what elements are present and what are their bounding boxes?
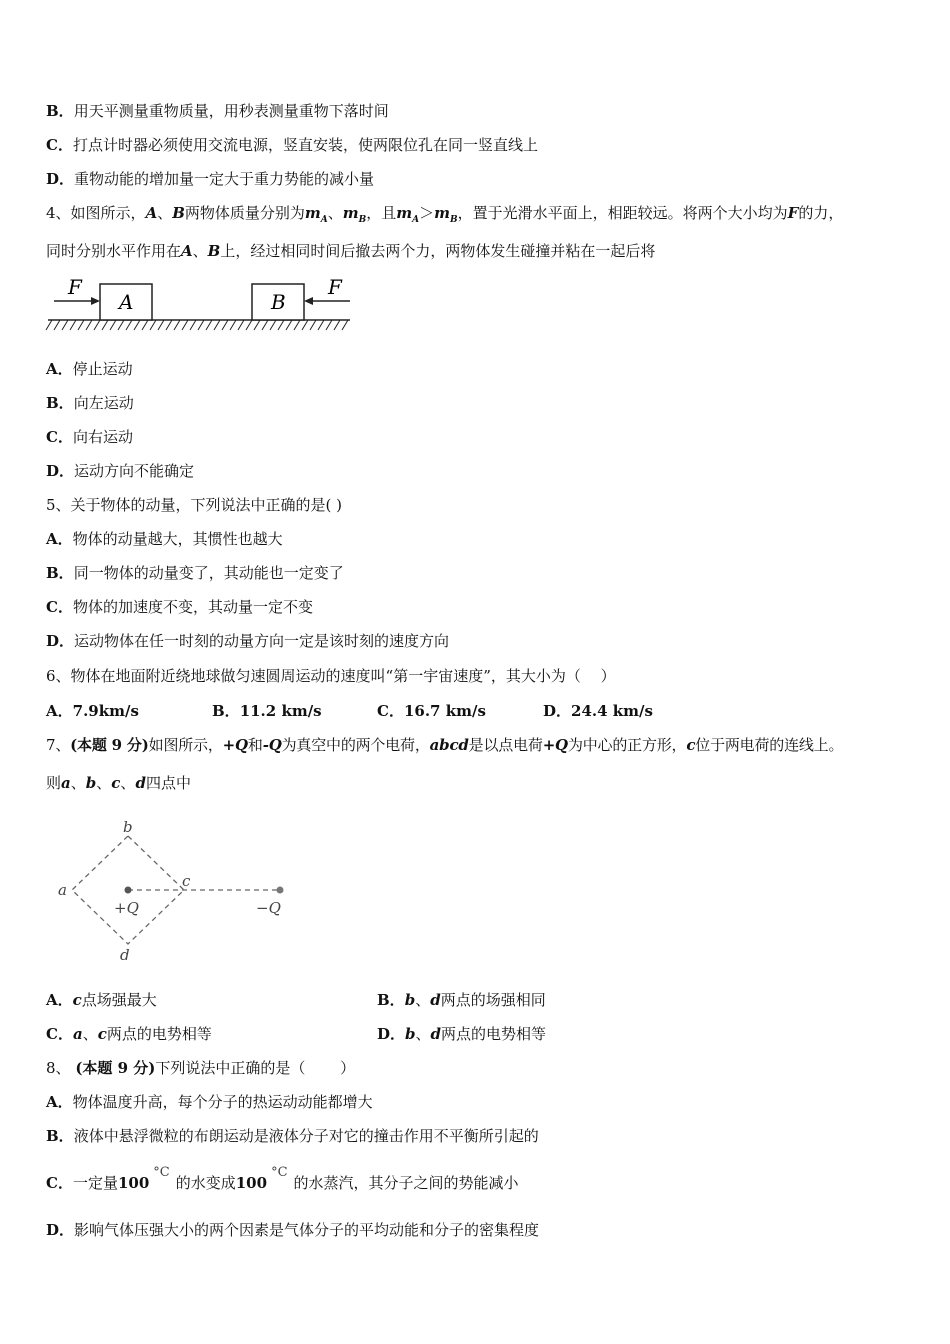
option-text: 的水蒸汽，其分子之间的势能减小: [293, 1174, 519, 1192]
option-letter: D．: [46, 170, 75, 188]
var-B: B: [207, 242, 221, 260]
option-text: 影响气体压强大小的两个因素是气体分子的平均动能和分子的密集程度: [74, 1221, 540, 1239]
label-positive-q: +Q: [114, 899, 139, 917]
option-text: 一定量: [72, 1174, 118, 1192]
q7-stem-line2: [46, 773, 191, 793]
q8-option-b: [46, 1126, 539, 1146]
option-letter: B．: [212, 702, 240, 720]
option-text: 7.9km/s: [72, 702, 139, 720]
var-B: B: [172, 204, 185, 222]
q3-option-d: [46, 169, 374, 189]
stem-text: 和: [247, 736, 263, 754]
option-text: 液体中悬浮微粒的布朗运动是液体分子对它的撞击作用不平衡所引起的: [73, 1127, 539, 1145]
option-letter: C．: [46, 598, 73, 616]
option-text: 同一物体的动量变了，其动能也一定变了: [73, 564, 344, 582]
positive-charge-dot: [125, 887, 132, 894]
separator: 、: [70, 774, 86, 792]
point-b: b: [85, 774, 97, 792]
degree-celsius-symbol: °C: [271, 1165, 288, 1180]
point-c: c: [111, 774, 121, 792]
stem-text: 为真空中的两个电荷，: [281, 736, 430, 754]
mass-b-sub: B: [358, 215, 367, 225]
negative-charge-dot: [277, 887, 284, 894]
q7-stem-line1: [46, 735, 843, 755]
point-a: a: [61, 774, 71, 792]
option-text: 物体温度升高，每个分子的热运动动能都增大: [72, 1093, 373, 1111]
option-letter: B．: [46, 102, 74, 120]
stem-text: 则: [46, 774, 62, 792]
q4-blocks-figure: [44, 274, 356, 336]
option-text: 重物动能的增加量一定大于重力势能的减小量: [74, 170, 375, 188]
stem-text: 如图所示，: [70, 204, 146, 222]
option-text: 运动物体在任一时刻的动量方向一定是该时刻的速度方向: [74, 632, 450, 650]
q4-stem-line2: [46, 241, 655, 261]
mass-a-sub: A: [320, 215, 328, 225]
mass-b-sub: B: [450, 215, 458, 225]
stem-text: 位于两电荷的连线上。: [695, 736, 844, 754]
question-score: (本题 9 分): [70, 736, 149, 754]
option-letter: A．: [46, 360, 73, 378]
mass-a: m: [396, 204, 413, 222]
option-text: 两点的电势相等: [106, 1025, 212, 1043]
force-label-right: F: [328, 275, 342, 299]
temperature-value: 100: [235, 1174, 268, 1192]
point-d: d: [430, 991, 441, 1009]
option-letter: B．: [377, 991, 405, 1009]
q5-stem: 5、关于物体的动量，下列说法中正确的是( ): [46, 496, 343, 514]
charge-negative: -Q: [262, 736, 282, 754]
force-label-left: F: [68, 275, 82, 299]
option-letter: C．: [46, 428, 73, 446]
option-letter: D．: [46, 1221, 75, 1239]
stem-text: 为中心的正方形，: [567, 736, 687, 754]
point-b: b: [404, 991, 416, 1009]
q3-option-c: [46, 135, 538, 155]
block-a-label: A: [119, 290, 134, 314]
option-letter: D．: [46, 632, 75, 650]
charge-positive: +Q: [542, 736, 568, 754]
q5-option-c: [46, 597, 313, 617]
stem-text: 下列说法中正确的是（ ）: [155, 1059, 356, 1077]
label-b: b: [123, 818, 133, 836]
q8-stem: [46, 1058, 355, 1078]
q6-option-c: [377, 701, 486, 721]
q7-option-c: [46, 1024, 212, 1044]
var-A: A: [145, 204, 158, 222]
option-text: 两点的电势相等: [441, 1025, 547, 1043]
q5-option-a: [46, 529, 283, 549]
charge-positive: +Q: [222, 736, 248, 754]
option-letter: B．: [46, 1127, 74, 1145]
stem-text: 上，经过相同时间后撤去两个力，两物体发生碰撞并粘在一起后将: [220, 242, 656, 260]
q3-option-b: [46, 101, 389, 121]
square-abcd: abcd: [429, 736, 469, 754]
option-letter: D．: [543, 702, 572, 720]
q6-stem: 6、物体在地面附近绕地球做匀速圆周运动的速度叫“第一宇宙速度”，其大小为（ ）: [46, 667, 616, 685]
mass-b: m: [434, 204, 451, 222]
q7-option-d: [377, 1024, 546, 1044]
mass-b: m: [342, 204, 359, 222]
block-b-label: B: [271, 290, 286, 314]
option-letter: C．: [46, 1025, 73, 1043]
point-c: c: [72, 991, 82, 1009]
option-text: 两点的场强相同: [440, 991, 546, 1009]
q4-option-d: [46, 461, 194, 481]
var-A: A: [181, 242, 193, 260]
question-number: 7、: [46, 736, 71, 754]
option-letter: A．: [46, 991, 73, 1009]
option-text: 停止运动: [72, 360, 133, 378]
option-text: 16.7 km/s: [403, 702, 486, 720]
greater-than: ＞: [419, 204, 435, 222]
option-text: 用天平测量重物质量，用秒表测量重物下落时间: [73, 102, 389, 120]
stem-text: 是以点电荷: [468, 736, 543, 754]
q7-option-a: [46, 990, 157, 1010]
option-text: 打点计时器必须使用交流电源，竖直安装，使两限位孔在同一竖直线上: [72, 136, 538, 154]
option-letter: A．: [46, 530, 73, 548]
separator: 、: [157, 204, 173, 222]
stem-text: 两物体质量分别为: [184, 204, 305, 222]
option-text: 点场强最大: [81, 991, 157, 1009]
option-text: 的水变成: [175, 1174, 236, 1192]
option-letter: B．: [46, 394, 74, 412]
option-text: 运动方向不能确定: [74, 462, 195, 480]
q8-option-d: [46, 1220, 539, 1240]
option-letter: C．: [46, 1174, 73, 1192]
option-text: 向左运动: [73, 394, 134, 412]
option-letter: C．: [377, 702, 404, 720]
question-score: (本题 9 分): [75, 1059, 156, 1077]
question-number: 4、: [46, 204, 71, 222]
label-negative-q: −Q: [256, 899, 281, 917]
separator: 、: [82, 1025, 98, 1043]
separator: 、: [120, 774, 136, 792]
q8-option-c: [46, 1165, 519, 1195]
separator: 、: [327, 204, 343, 222]
q7-option-b: [377, 990, 546, 1010]
q4-option-a: [46, 359, 133, 379]
point-c: c: [686, 736, 696, 754]
separator: 、: [415, 991, 431, 1009]
q6-option-b: [212, 701, 322, 721]
option-text: 11.2 km/s: [239, 702, 322, 720]
q4-stem-line1: [46, 203, 843, 230]
q6-option-a: [46, 701, 139, 721]
label-a: a: [58, 881, 67, 899]
stem-text: 四点中: [145, 774, 191, 792]
separator: 、: [415, 1025, 431, 1043]
option-letter: D．: [377, 1025, 406, 1043]
label-c: c: [182, 872, 191, 890]
q8-option-a: [46, 1092, 373, 1112]
stem-text: 的力，: [798, 204, 844, 222]
degree-celsius-symbol: °C: [153, 1165, 170, 1180]
q6-option-d: [543, 701, 653, 721]
option-letter: B．: [46, 564, 74, 582]
point-d: d: [430, 1025, 442, 1043]
option-letter: A．: [46, 702, 73, 720]
temperature-value: 100: [117, 1174, 150, 1192]
stem-text: 如图所示，: [148, 736, 223, 754]
option-text: 24.4 km/s: [571, 702, 653, 720]
option-text: 物体的动量越大，其惯性也越大: [72, 530, 283, 548]
mass-a: m: [304, 204, 321, 222]
q4-option-c: [46, 427, 133, 447]
point-a: a: [72, 1025, 83, 1043]
q5-option-d: [46, 631, 449, 651]
label-d: d: [120, 946, 130, 964]
stem-text: 同时分别水平作用在: [46, 242, 182, 260]
question-number: 8、: [46, 1059, 71, 1077]
option-text: 物体的加速度不变，其动量一定不变: [72, 598, 313, 616]
point-c: c: [97, 1025, 107, 1043]
stem-text: ，置于光滑水平面上，相距较远。将两个大小均为: [457, 204, 788, 222]
separator: 、: [96, 774, 112, 792]
var-F: F: [787, 204, 799, 222]
option-letter: D．: [46, 462, 75, 480]
stem-text: ，且: [366, 204, 397, 222]
option-letter: A．: [46, 1093, 73, 1111]
option-letter: C．: [46, 136, 73, 154]
point-b: b: [405, 1025, 416, 1043]
mass-a-sub: A: [412, 215, 420, 225]
q5-option-b: [46, 563, 344, 583]
point-d: d: [135, 774, 146, 792]
option-text: 向右运动: [72, 428, 133, 446]
q7-charges-figure: [56, 816, 301, 966]
q4-option-b: [46, 393, 134, 413]
separator: 、: [192, 242, 208, 260]
